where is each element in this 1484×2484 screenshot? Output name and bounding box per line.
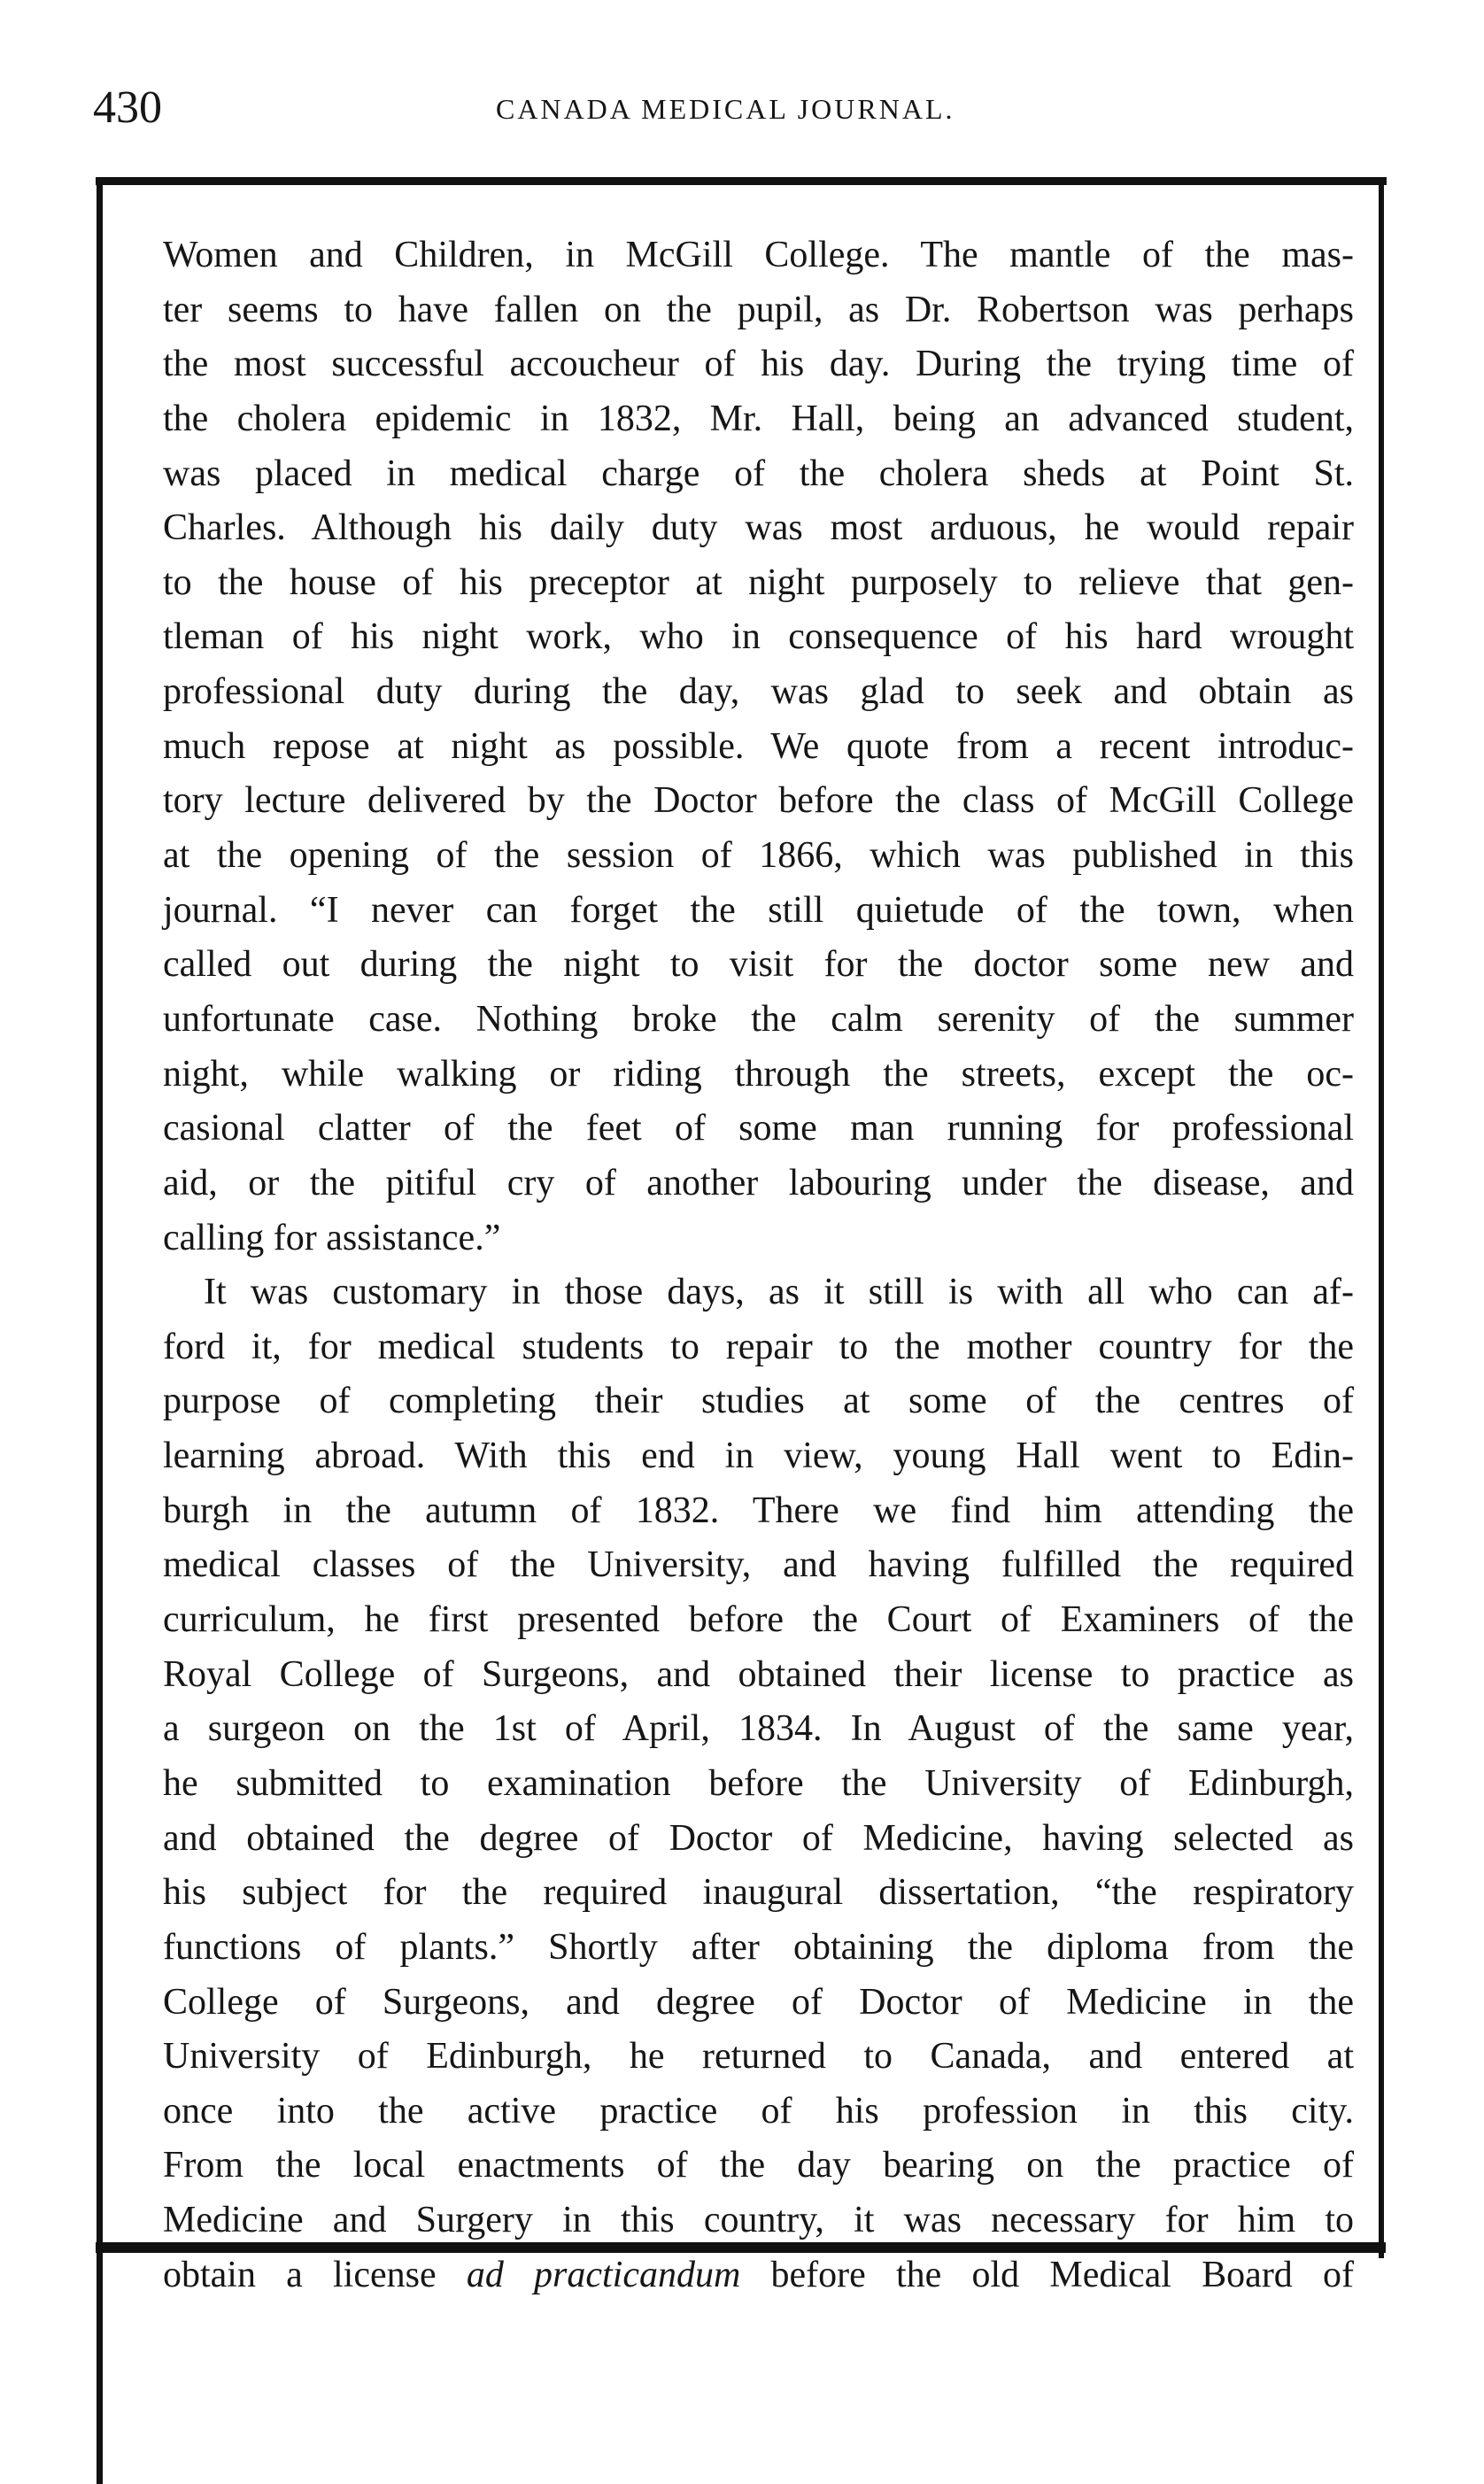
text-line: professional duty during the day, was glad to seek and obtain as <box>163 671 1354 713</box>
running-title: CANADA MEDICAL JOURNAL. <box>496 93 955 125</box>
text-line: Women and Children, in McGill College. The mantle of the mas- <box>163 235 1354 275</box>
text-line: ford it, for medical students to repair to the mother country for the <box>163 1326 1354 1367</box>
text-line: he submitted to examination before the University of Edinburgh, <box>163 1762 1354 1804</box>
right-border-rule <box>1379 177 1384 2258</box>
text-line: tory lecture delivered by the Doctor before the class of McGill College <box>163 780 1354 822</box>
text-line: curriculum, he first presented before the Court of Examiners of the <box>163 1599 1354 1641</box>
text-line: From the local enactments of the day bearing on the practice of <box>163 2145 1354 2186</box>
final-line-start: obtain a license <box>163 2254 467 2295</box>
text-line: was placed in medical charge of the cholera sheds at Point St. <box>163 453 1354 494</box>
text-line: medical classes of the University, and having fulfilled the required <box>163 1544 1354 1586</box>
text-line: unfortunate case. Nothing broke the calm serenity of the summer <box>163 998 1354 1040</box>
latin-phrase: ad practicandum <box>466 2254 741 2295</box>
text-line: Medicine and Surgery in this country, it was necessary for him to <box>163 2200 1354 2241</box>
text-line: to the house of his preceptor at night purposely to relieve that gen- <box>163 561 1354 603</box>
text-line: aid, or the pitiful cry of another labouring under the disease, and <box>163 1162 1354 1203</box>
text-line: a surgeon on the 1st of April, 1834. In August of the same year, <box>163 1708 1354 1750</box>
text-line: journal. “I never can forget the still quietude of the town, when <box>163 889 1354 931</box>
text-line: ter seems to have fallen on the pupil, as Dr. Robertson was perhaps <box>163 289 1354 330</box>
text-line: the most successful accoucheur of his day. During the trying time of <box>163 344 1354 385</box>
text-line: much repose at night as possible. We quote from a recent introduc- <box>163 725 1354 767</box>
text-line: at the opening of the session of 1866, which was published in this <box>163 835 1354 877</box>
final-line-end: before the old Medical Board of <box>740 2254 1354 2295</box>
text-line: University of Edinburgh, he returned to Canada, and entered at <box>163 2036 1354 2078</box>
text-line: the cholera epidemic in 1832, Mr. Hall, being an advanced student, <box>163 398 1354 439</box>
text-line: once into the active practice of his profession in this city. <box>163 2090 1354 2132</box>
text-line: College of Surgeons, and degree of Doctor of Medicine in the <box>163 1981 1354 2023</box>
text-line: night, while walking or riding through the streets, except the oc- <box>163 1053 1354 1095</box>
text-line: purpose of completing their studies at some of the centres of <box>163 1381 1354 1422</box>
left-border-rule <box>97 177 103 2484</box>
top-border-rule <box>96 177 1387 185</box>
text-line: Royal College of Surgeons, and obtained their license to practice as <box>163 1653 1354 1695</box>
text-line-final <box>163 2248 1354 2303</box>
text-line: called out during the night to visit for the doctor some new and <box>163 944 1354 986</box>
text-line: learning abroad. With this end in view, young Hall went to Edin- <box>163 1435 1354 1477</box>
page-number: 430 <box>93 82 162 133</box>
text-line: his subject for the required inaugural dissertation, “the respiratory <box>163 1872 1354 1914</box>
text-line: functions of plants.” Shortly after obtaining the diploma from the <box>163 1926 1354 1968</box>
text-line: tleman of his night work, who in consequence of his hard wrought <box>163 616 1354 658</box>
paragraph-first-line: It was customary in those days, as it still is with all who can af- <box>204 1272 1354 1313</box>
text-line: casional clatter of the feet of some man running for professional <box>163 1108 1354 1149</box>
text-line: burgh in the autumn of 1832. There we find him attending the <box>163 1490 1354 1531</box>
text-line: Charles. Although his daily duty was most arduous, he would repair <box>163 507 1354 549</box>
paragraph-end-line: calling for assistance.” <box>163 1217 501 1258</box>
page-header <box>0 81 1484 135</box>
article-body <box>163 228 1354 2302</box>
text-line: and obtained the degree of Doctor of Medicine, having selected as <box>163 1817 1354 1859</box>
